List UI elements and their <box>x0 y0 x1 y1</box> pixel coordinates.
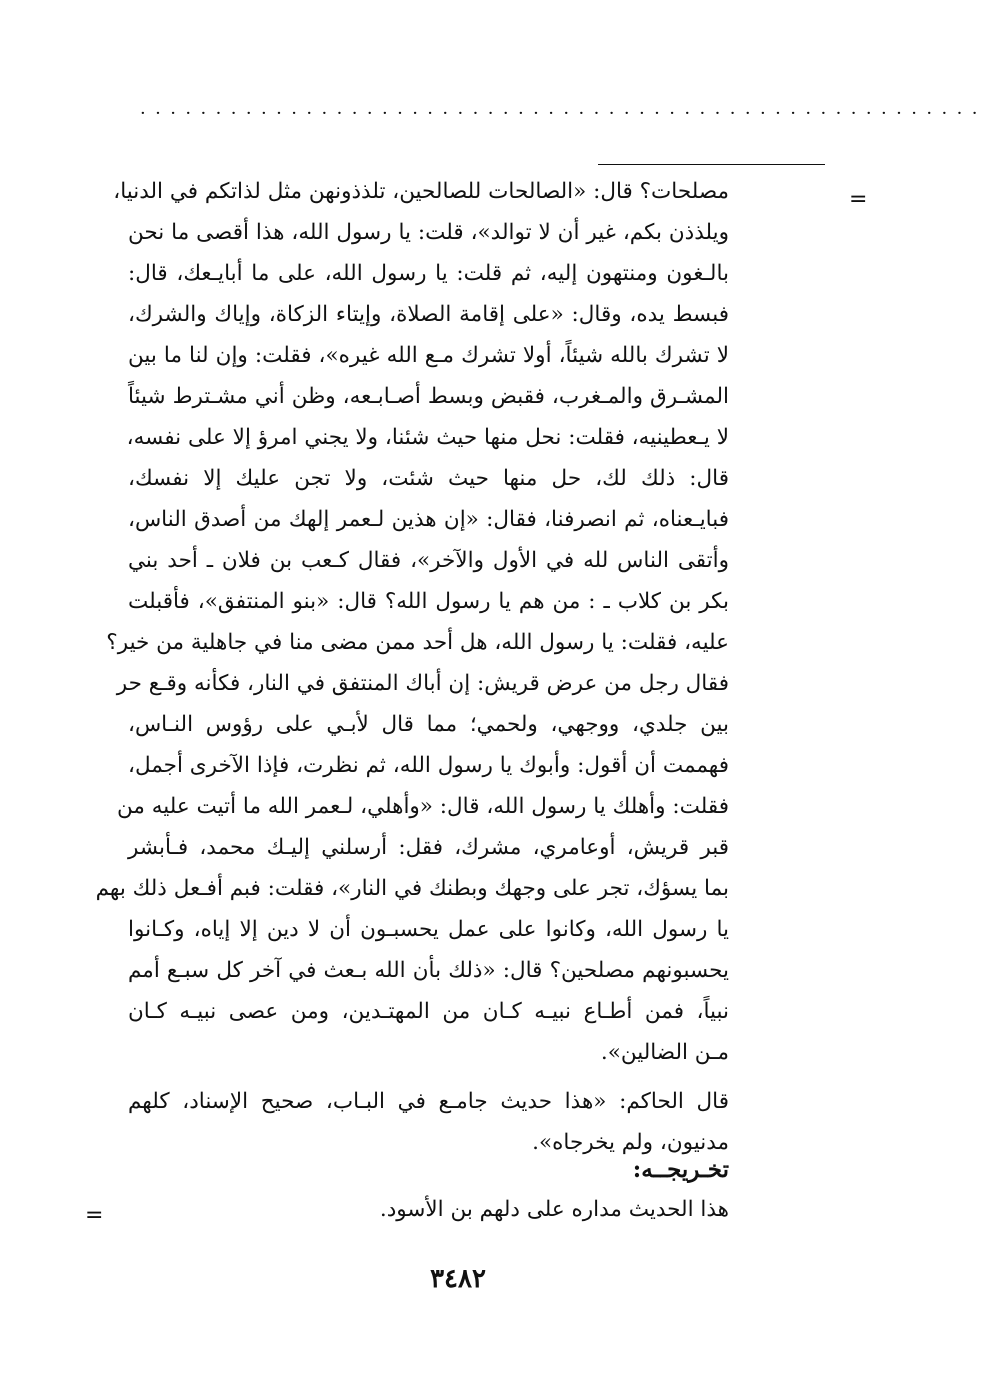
text-line: لا تشرك بالله شيئاً، أولا تشرك مـع الله غيره»، فقلت: وإن لنا ما بين <box>128 343 729 368</box>
text-line: يحسبونهم مصلحين؟ قال: «ذلك بأن الله بـعث في آخر كل سبـع أمم <box>128 958 729 983</box>
text-line: فبسط يده، وقال: «على إقامة الصلاة، وإيتاء الزكاة، وإياك والشرك، <box>128 302 729 327</box>
hakim-line: قال الحاكم: «هذا حديث جامـع في البـاب، صحيح الإسناد، كلهم <box>128 1089 729 1114</box>
header-rule <box>598 164 825 165</box>
separator-dots: ························································ <box>140 103 987 124</box>
text-line: بين جلدي، ووجهي، ولحمي؛ مما قال لأبـي على رؤوس النـاس، <box>128 712 729 737</box>
text-line: بكر بن كلاب ـ : من هم يا رسول الله؟ قال: «بنو المنتفق»، فأقبلت <box>128 589 729 614</box>
continuation-mark-left: = <box>85 1203 104 1228</box>
takhrij-text: هذا الحديث مداره على دلهم بن الأسود. <box>379 1197 729 1222</box>
paragraph-gap <box>128 1073 729 1081</box>
text-line: نبياً، فمن أطـاع نبيـه كـان من المهتـدين، ومن عصى نبيـه كـان <box>128 999 729 1024</box>
hadith-text <box>95 171 729 1163</box>
hakim-line: مدنيون، ولم يخرجاه». <box>532 1130 729 1155</box>
page-number: ٣٤٨٢ <box>430 1264 486 1294</box>
takhrij-heading: تخـريجــه: <box>632 1156 729 1183</box>
text-line: قال: ذلك لك، حل منها حيث شئت، ولا تجن عليك إلا نفسك، <box>128 466 729 491</box>
text-line: لا يـعطينيه، فقلت: نحل منها حيث شئنا، ولا يجني امرؤ إلا على نفسه، <box>126 425 729 450</box>
text-line: مصلحات؟ قال: «الصالحات للصالحين، تلذذونهن مثل لذاتكم في الدنيا، <box>113 179 729 204</box>
text-line: مـن الضالين». <box>600 1040 729 1065</box>
text-line: وأتقى الناس لله في الأول والآخر»، فقال كـعب بن فلان ـ أحد بني <box>128 548 729 573</box>
continuation-mark-right: = <box>849 187 868 212</box>
text-line: ويلذذن بكم، غير أن لا توالد»، قلت: يا رسول الله، هذا أقصى ما نحن <box>128 220 729 245</box>
text-line: فقلت: وأهلك يا رسول الله، قال: «وأهلي، لـعمر الله ما أتيت عليه من <box>116 794 729 819</box>
text-line: بالـغون ومنتهون إليه، ثم قلت: يا رسول الله، على ما أبايـعك، قال: <box>128 261 729 286</box>
text-line: المشـرق والمـغرب، فقبض وبسط أصـابـعه، وظن أني مشـترط شيئاً <box>128 384 729 409</box>
text-line: يا رسول الله، وكانوا على عمل يحسبـون أن لا دين إلا إياه، وكـانوا <box>128 917 729 942</box>
text-line: فبايـعناه، ثم انصرفنا، فقال: «إن هذين لـعمر إلهك من أصدق الناس، <box>128 507 729 532</box>
text-line: قبر قريش، أوعامري، مشرك، فقل: أرسلني إليـك محمد، فـأبشر <box>128 835 729 860</box>
text-line: فقال رجل من عرض قريش: إن أباك المنتفق في النار، فكأنه وقـع حر <box>116 671 729 696</box>
text-line: فهممت أن أقول: وأبوك يا رسول الله، ثم نظرت، فإذا الآخرى أجمل، <box>128 753 729 778</box>
text-line: بما يسؤك، تجر على وجهك وبطنك في النار»، فقلت: فبم أفـعل ذلك بهم <box>95 876 729 901</box>
text-line: عليه، فقلت: يا رسول الله، هل أحد ممن مضى منا في جاهلية من خير؟ <box>106 630 729 655</box>
